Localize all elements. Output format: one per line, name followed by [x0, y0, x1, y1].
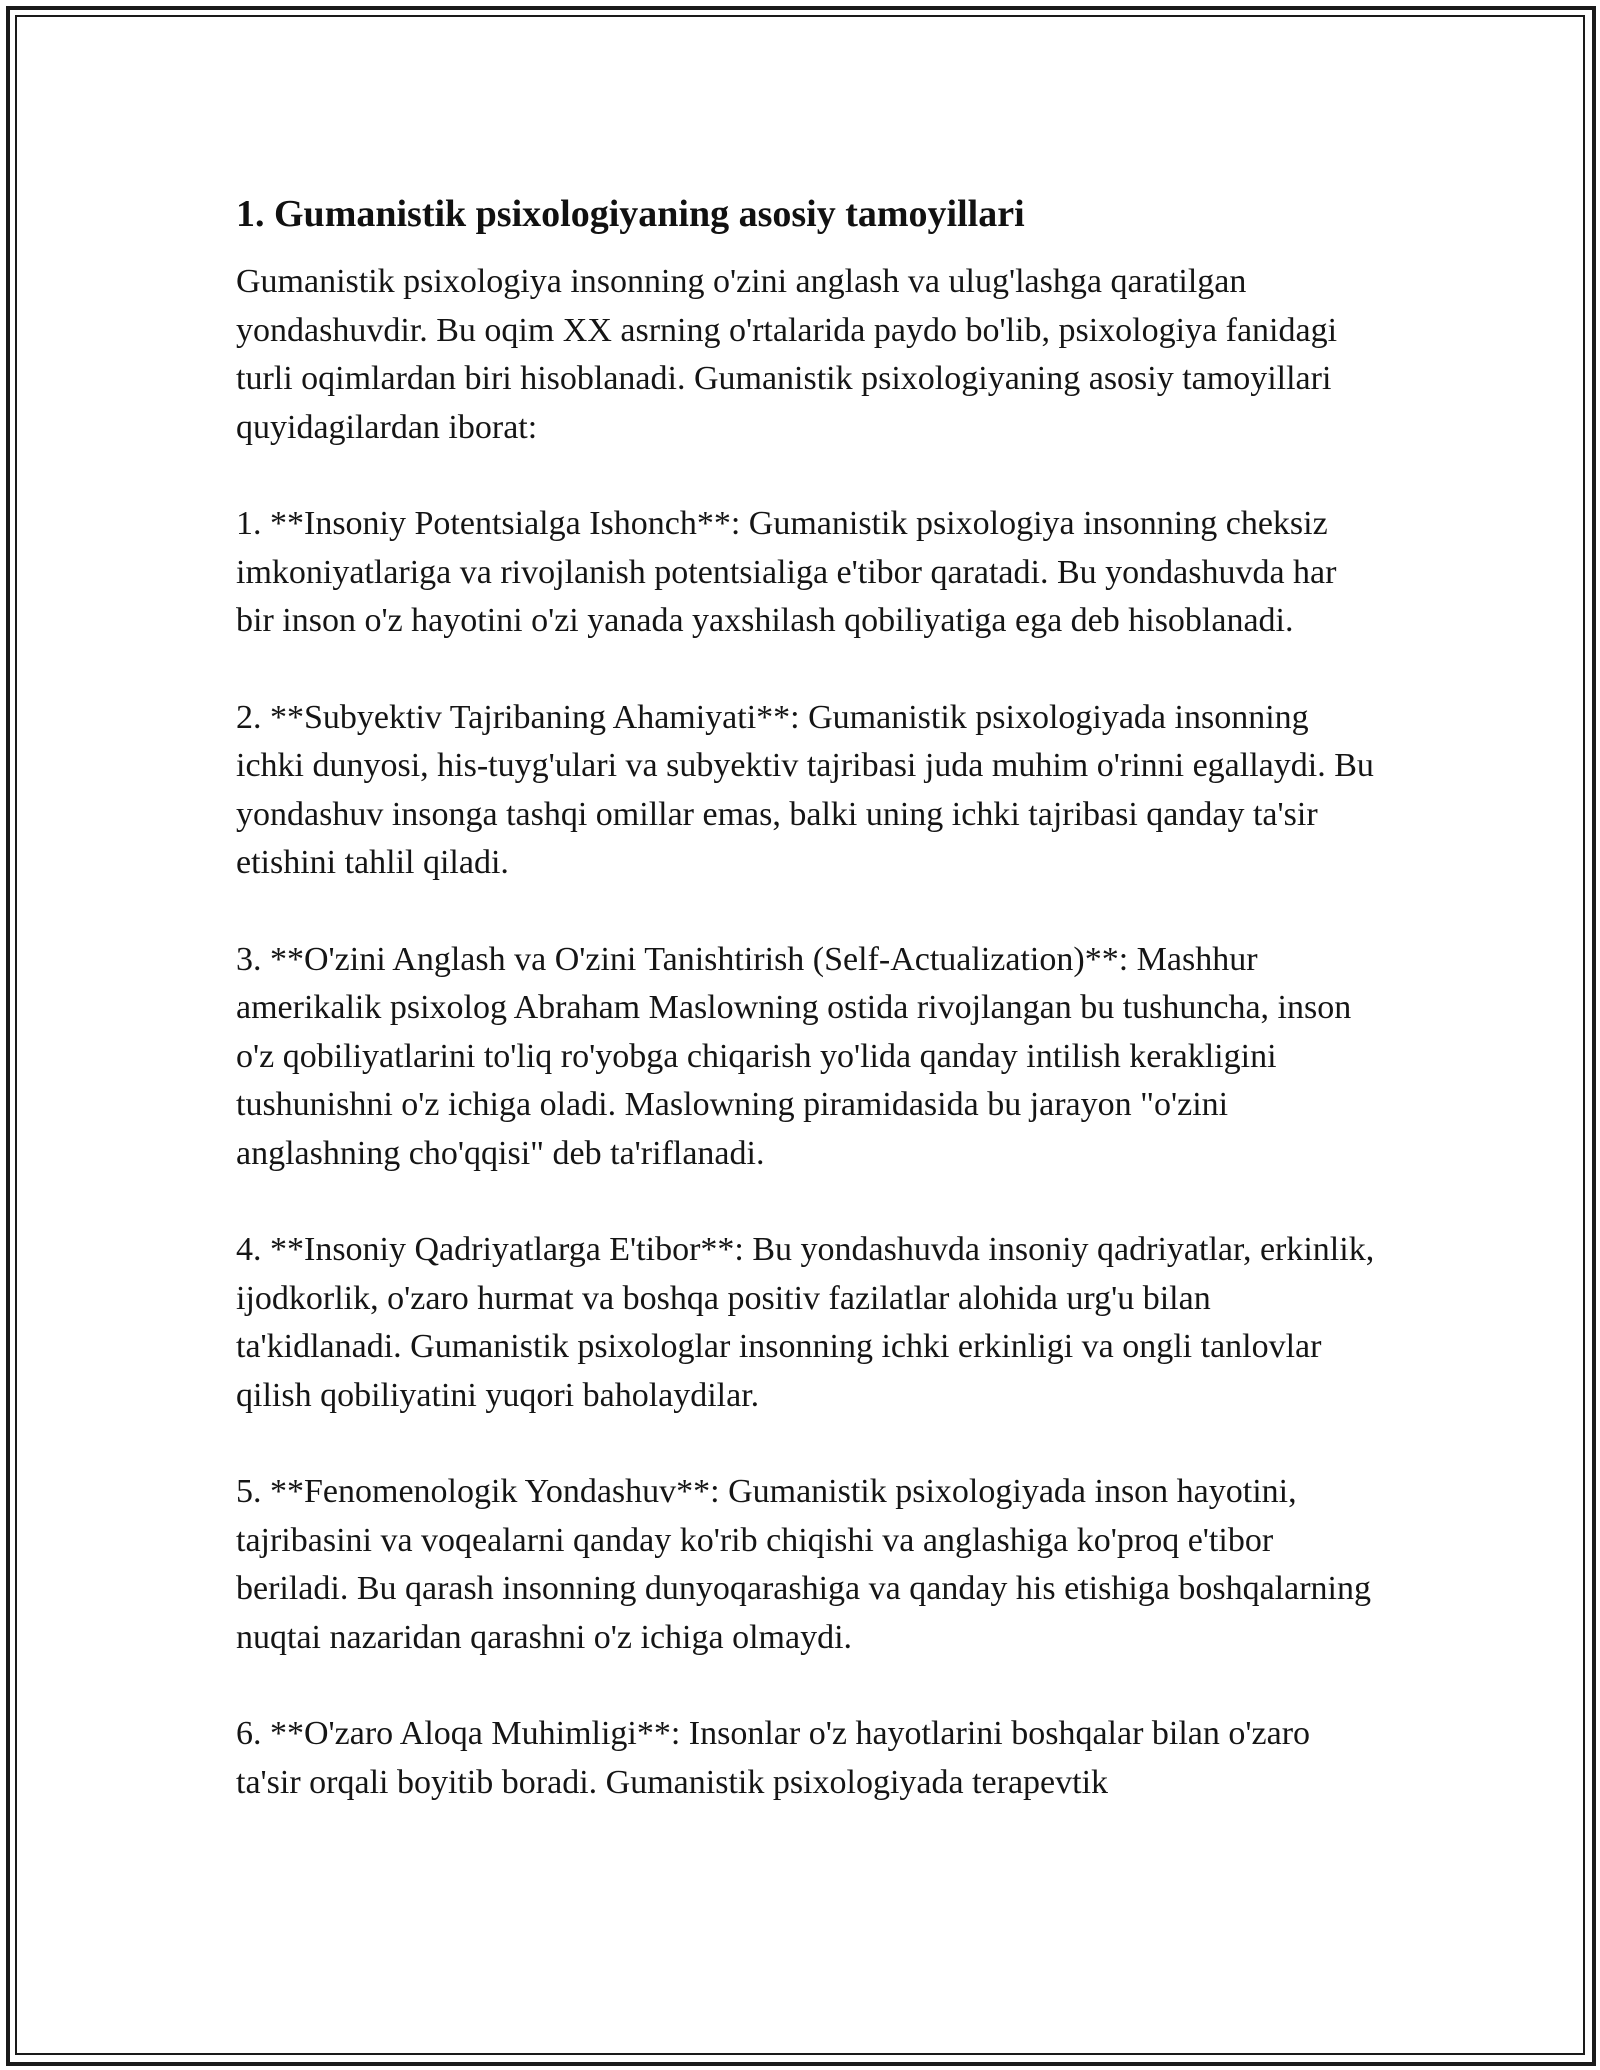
- principle-6-paragraph: 6. **O'zaro Aloqa Muhimligi**: Insonlar o'z hayotlarini boshqalar bilan o'zaro ta'sir orqali boyitib boradi. Gumanistik psixologiyada terapevtik: [236, 1715, 1311, 1801]
- document-page: [236, 188, 1376, 1855]
- principle-4-paragraph: 4. **Insoniy Qadriyatlarga E'tibor**: Bu yondashuvda insoniy qadriyatlar, erkinlik, ijodkorlik, o'zaro hurmat va boshqa positiv fazilatlar alohida urg'u bilan ta'kidlanadi. Gumanistik psixologlar insonning ichki erkinligi va ongli tanlovlar qilish qobiliyatini yuqori baholaydilar.: [236, 1231, 1375, 1414]
- principle-2-paragraph: 2. **Subyektiv Tajribaning Ahamiyati**: Gumanistik psixologiyada insonning ichki dunyosi, his-tuyg'ulari va subyektiv tajribasi juda muhim o'rinni egallaydi. Bu yondashuv insonga tashqi omillar emas, balki uning ichki tajribasi qanday ta'sir etishini tahlil qiladi.: [236, 698, 1374, 881]
- principle-3-paragraph: 3. **O'zini Anglash va O'zini Tanishtirish (Self-Actualization)**: Mashhur amerikalik psixolog Abraham Maslowning ostida rivojlangan bu tushuncha, inson o'z qobiliyatlarini to'liq ro'yobga chiqarish yo'lida qanday intilish kerakligini tushunishni o'z ichiga oladi. Maslowning piramidasida bu jarayon "o'zini anglashning cho'qqisi" deb ta'riflanadi.: [236, 940, 1352, 1172]
- document-title: 1. Gumanistik psixologiyaning asosiy tamoyillari: [236, 193, 1025, 235]
- principle-5-paragraph: 5. **Fenomenologik Yondashuv**: Gumanistik psixologiyada inson hayotini, tajribasini va voqealarni qanday ko'rib chiqishi va anglashiga ko'proq e'tibor beriladi. Bu qarash insonning dunyoqarashiga va qanday his etishiga boshqalarning nuqtai nazaridan qarashni o'z ichiga olmaydi.: [236, 1473, 1371, 1656]
- principle-1-paragraph: 1. **Insoniy Potentsialga Ishonch**: Gumanistik psixologiya insonning cheksiz imkoniyatlariga va rivojlanish potentsialiga e'tibor qaratadi. Bu yondashuvda har bir inson o'z hayotini o'zi yanada yaxshilash qobiliyatiga ega deb hisoblanadi.: [236, 505, 1337, 639]
- intro-paragraph: Gumanistik psixologiya insonning o'zini anglash va ulug'lashga qaratilgan yondashuvdir. Bu oqim XX asrning o'rtalarida paydo bo'lib, psixologiya fanidagi turli oqimlardan biri hisoblanadi. Gumanistik psixologiyaning asosiy tamoyillari quyidagilardan iborat:: [236, 263, 1338, 446]
